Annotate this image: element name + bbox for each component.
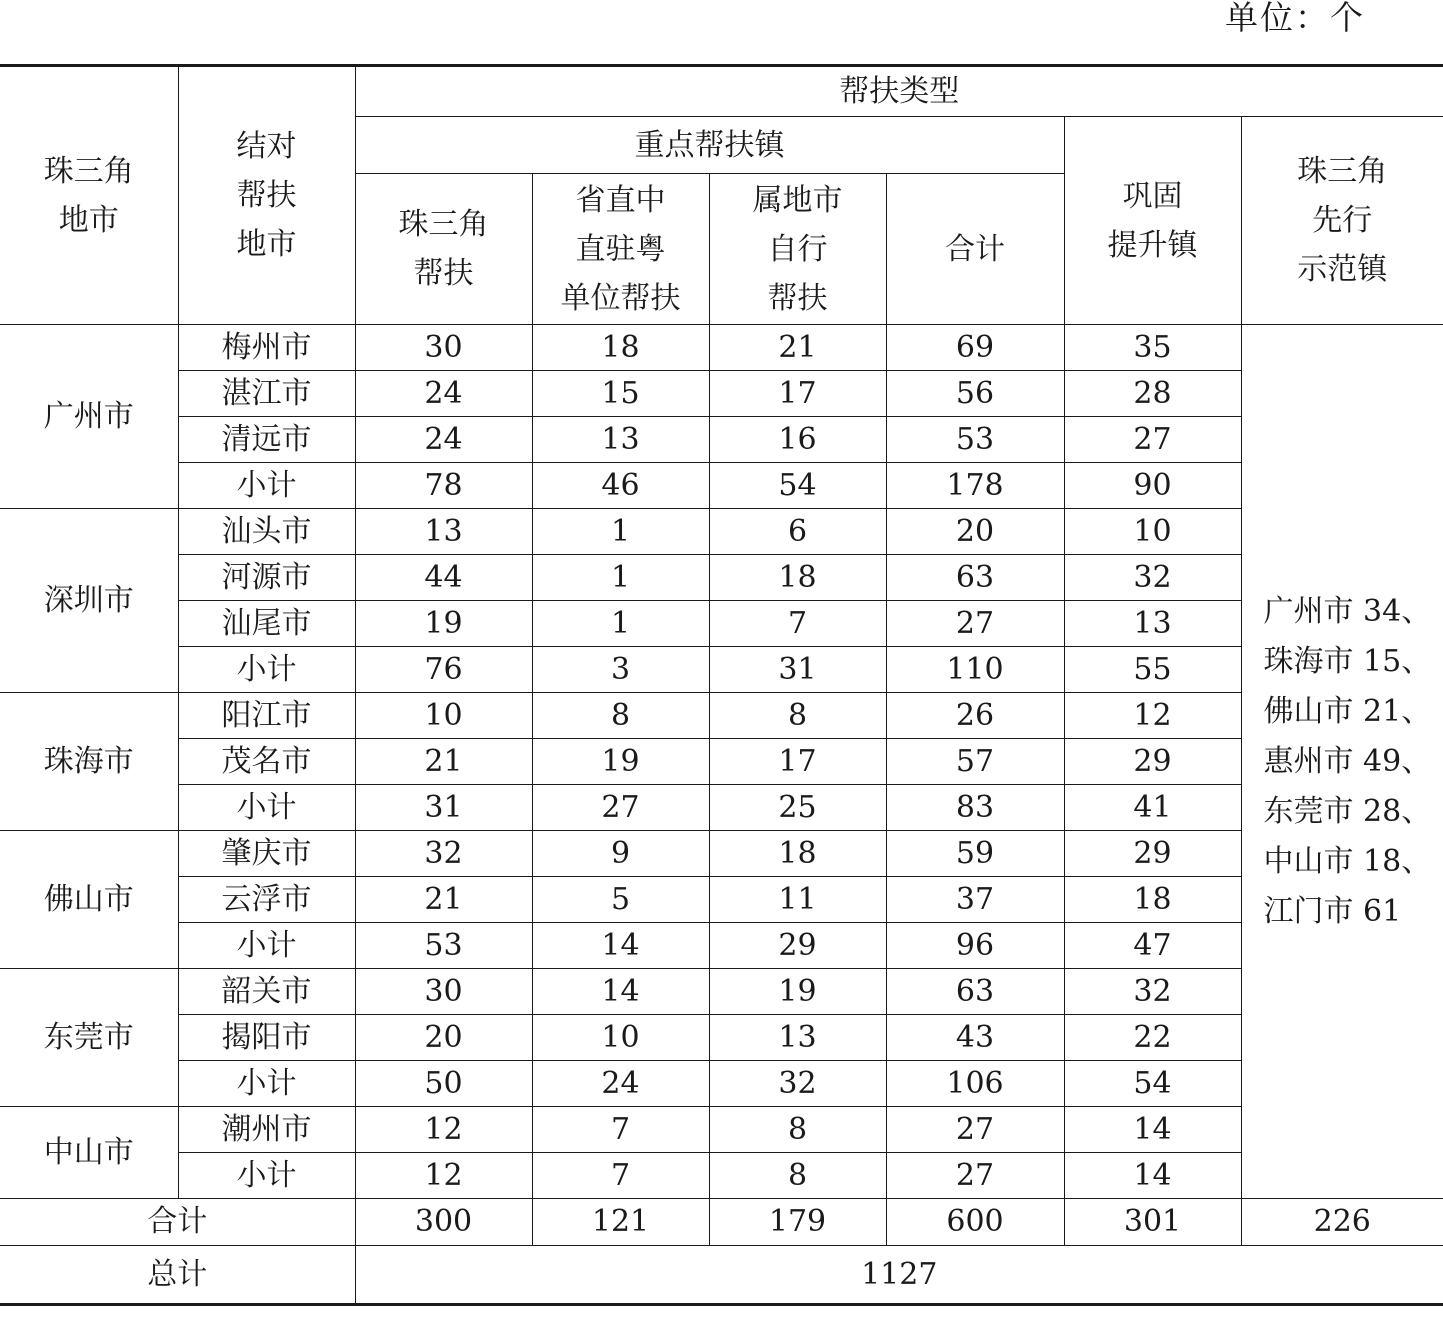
value-cell: 1: [532, 555, 709, 601]
value-cell: 63: [886, 969, 1064, 1015]
value-cell: 31: [709, 647, 886, 693]
header-assistance-type: 帮扶类型: [355, 66, 1443, 117]
table-row: [0, 509, 1443, 555]
header-prd-city-line1: 珠三角: [43, 153, 134, 189]
header-key-total: 合计: [886, 174, 1064, 325]
value-cell: 22: [1064, 1015, 1241, 1061]
value-cell: 26: [886, 693, 1064, 739]
table-row: [0, 555, 1443, 601]
paired-city-cell: 茂名市: [178, 739, 355, 785]
value-cell: 10: [355, 693, 532, 739]
pioneer-note-line: 惠州市 49、: [1263, 743, 1432, 779]
header-local-aid-line3: 帮扶: [767, 280, 828, 316]
value-cell: 32: [355, 831, 532, 877]
value-cell: 16: [709, 417, 886, 463]
value-cell: 8: [532, 693, 709, 739]
header-provincial-aid-line3: 单位帮扶: [560, 280, 681, 316]
value-cell: 54: [1064, 1061, 1241, 1107]
header-prd-aid-line2: 帮扶: [413, 256, 474, 291]
pioneer-note-line: 江门市 61: [1263, 893, 1402, 929]
value-cell: 25: [709, 785, 886, 831]
value-cell: 32: [1064, 969, 1241, 1015]
totals-row: [0, 1199, 1443, 1246]
value-cell: 110: [886, 647, 1064, 693]
table-row: [0, 739, 1443, 785]
value-cell: 7: [532, 1153, 709, 1199]
value-cell: 13: [532, 417, 709, 463]
total-value-cell: 121: [532, 1199, 709, 1246]
value-cell: 46: [532, 463, 709, 509]
value-cell: 47: [1064, 923, 1241, 969]
value-cell: 27: [886, 1107, 1064, 1153]
value-cell: 24: [355, 371, 532, 417]
value-cell: 14: [532, 923, 709, 969]
table-row: [0, 1015, 1443, 1061]
subtotal-label-cell: 小计: [178, 1061, 355, 1107]
value-cell: 56: [886, 371, 1064, 417]
prd-city-cell: 佛山市: [0, 831, 178, 969]
value-cell: 10: [1064, 509, 1241, 555]
value-cell: 14: [1064, 1153, 1241, 1199]
value-cell: 29: [709, 923, 886, 969]
value-cell: 50: [355, 1061, 532, 1107]
header-pioneer: [1241, 117, 1443, 325]
value-cell: 14: [1064, 1107, 1241, 1153]
table-row: [0, 785, 1443, 831]
value-cell: 27: [886, 1153, 1064, 1199]
value-cell: 8: [709, 1153, 886, 1199]
value-cell: 54: [709, 463, 886, 509]
paired-city-cell: 阳江市: [178, 693, 355, 739]
value-cell: 55: [1064, 647, 1241, 693]
paired-city-cell: 汕头市: [178, 509, 355, 555]
subtotal-label-cell: 小计: [178, 923, 355, 969]
grand-total-label: 总计: [0, 1246, 355, 1305]
grand-total-row: [0, 1246, 1443, 1305]
value-cell: 35: [1064, 325, 1241, 371]
paired-city-cell: 湛江市: [178, 371, 355, 417]
value-cell: 30: [355, 969, 532, 1015]
value-cell: 106: [886, 1061, 1064, 1107]
table-row: [0, 371, 1443, 417]
value-cell: 21: [355, 877, 532, 923]
header-paired-city-line1: 结对: [236, 129, 297, 164]
value-cell: 178: [886, 463, 1064, 509]
header-consolidate-line2: 提升镇: [1107, 227, 1198, 263]
value-cell: 90: [1064, 463, 1241, 509]
pioneer-towns-note: [1241, 325, 1443, 1199]
value-cell: 83: [886, 785, 1064, 831]
unit-label: 单位：个: [1225, 0, 1365, 37]
value-cell: 7: [709, 601, 886, 647]
value-cell: 20: [355, 1015, 532, 1061]
value-cell: 3: [532, 647, 709, 693]
pioneer-note-line: 珠海市 15、: [1263, 643, 1432, 679]
header-consolidate: [1064, 117, 1241, 325]
value-cell: 6: [709, 509, 886, 555]
table-row: [0, 325, 1443, 371]
value-cell: 30: [355, 325, 532, 371]
value-cell: 12: [355, 1153, 532, 1199]
value-cell: 29: [1064, 831, 1241, 877]
paired-city-cell: 揭阳市: [178, 1015, 355, 1061]
value-cell: 63: [886, 555, 1064, 601]
paired-city-cell: 汕尾市: [178, 601, 355, 647]
value-cell: 15: [532, 371, 709, 417]
value-cell: 76: [355, 647, 532, 693]
value-cell: 20: [886, 509, 1064, 555]
header-prd-aid: [355, 174, 532, 325]
header-paired-city-line2: 帮扶: [236, 178, 297, 213]
table-row: [0, 923, 1443, 969]
value-cell: 8: [709, 693, 886, 739]
table-row: [0, 969, 1443, 1015]
value-cell: 12: [355, 1107, 532, 1153]
value-cell: 27: [1064, 417, 1241, 463]
paired-city-cell: 云浮市: [178, 877, 355, 923]
subtotal-label-cell: 小计: [178, 647, 355, 693]
header-provincial-aid: [532, 174, 709, 325]
value-cell: 13: [709, 1015, 886, 1061]
total-value-cell: 179: [709, 1199, 886, 1246]
value-cell: 53: [886, 417, 1064, 463]
value-cell: 24: [355, 417, 532, 463]
value-cell: 19: [532, 739, 709, 785]
value-cell: 37: [886, 877, 1064, 923]
paired-city-cell: 韶关市: [178, 969, 355, 1015]
header-pioneer-line2: 先行: [1312, 203, 1373, 238]
value-cell: 13: [355, 509, 532, 555]
value-cell: 21: [709, 325, 886, 371]
value-cell: 24: [532, 1061, 709, 1107]
value-cell: 11: [709, 877, 886, 923]
subtotal-label-cell: 小计: [178, 463, 355, 509]
prd-city-cell: 深圳市: [0, 509, 178, 693]
value-cell: 1: [532, 601, 709, 647]
value-cell: 17: [709, 371, 886, 417]
total-value-cell: 301: [1064, 1199, 1241, 1246]
value-cell: 44: [355, 555, 532, 601]
table-row: [0, 1061, 1443, 1107]
header-local-aid-line2: 自行: [767, 231, 828, 267]
value-cell: 57: [886, 739, 1064, 785]
value-cell: 29: [1064, 739, 1241, 785]
value-cell: 53: [355, 923, 532, 969]
pioneer-note-line: 中山市 18、: [1263, 843, 1432, 879]
header-provincial-aid-line2: 直驻粤: [575, 231, 666, 267]
value-cell: 96: [886, 923, 1064, 969]
value-cell: 32: [709, 1061, 886, 1107]
prd-city-cell: 广州市: [0, 325, 178, 509]
table-row: [0, 1153, 1443, 1199]
value-cell: 17: [709, 739, 886, 785]
total-value-cell: 226: [1241, 1199, 1443, 1246]
value-cell: 43: [886, 1015, 1064, 1061]
subtotal-label-cell: 小计: [178, 785, 355, 831]
table-row: [0, 647, 1443, 693]
value-cell: 18: [532, 325, 709, 371]
value-cell: 32: [1064, 555, 1241, 601]
pioneer-note-line: 广州市 34、: [1263, 593, 1432, 629]
value-cell: 41: [1064, 785, 1241, 831]
value-cell: 5: [532, 877, 709, 923]
header-prd-aid-line1: 珠三角: [398, 207, 489, 242]
table-row: [0, 831, 1443, 877]
header-prd-city: [0, 66, 178, 325]
subtotal-label-cell: 小计: [178, 1153, 355, 1199]
prd-city-cell: 东莞市: [0, 969, 178, 1107]
value-cell: 28: [1064, 371, 1241, 417]
table-row: [0, 463, 1443, 509]
header-provincial-aid-line1: 省直中: [575, 182, 666, 218]
header-paired-city: [178, 66, 355, 325]
paired-city-cell: 清远市: [178, 417, 355, 463]
value-cell: 27: [886, 601, 1064, 647]
value-cell: 19: [709, 969, 886, 1015]
value-cell: 9: [532, 831, 709, 877]
paired-city-cell: 梅州市: [178, 325, 355, 371]
header-local-aid: [709, 174, 886, 325]
value-cell: 69: [886, 325, 1064, 371]
value-cell: 7: [532, 1107, 709, 1153]
value-cell: 78: [355, 463, 532, 509]
value-cell: 13: [1064, 601, 1241, 647]
value-cell: 18: [709, 555, 886, 601]
header-consolidate-line1: 巩固: [1122, 178, 1183, 214]
pioneer-note-line: 佛山市 21、: [1263, 693, 1432, 729]
table-row: [0, 601, 1443, 647]
total-value-cell: 300: [355, 1199, 532, 1246]
value-cell: 31: [355, 785, 532, 831]
value-cell: 18: [709, 831, 886, 877]
table-row: [0, 417, 1443, 463]
paired-city-cell: 潮州市: [178, 1107, 355, 1153]
grand-total-value: 1127: [355, 1246, 1443, 1305]
value-cell: 59: [886, 831, 1064, 877]
assistance-table: [0, 64, 1443, 1306]
value-cell: 14: [532, 969, 709, 1015]
total-value-cell: 600: [886, 1199, 1064, 1246]
header-key-towns: 重点帮扶镇: [355, 117, 1064, 174]
pioneer-note-line: 东莞市 28、: [1263, 793, 1432, 829]
prd-city-cell: 中山市: [0, 1107, 178, 1199]
header-pioneer-line1: 珠三角: [1297, 154, 1388, 189]
value-cell: 18: [1064, 877, 1241, 923]
header-prd-city-line2: 地市: [58, 202, 119, 238]
value-cell: 12: [1064, 693, 1241, 739]
table-row: [0, 693, 1443, 739]
value-cell: 27: [532, 785, 709, 831]
value-cell: 1: [532, 509, 709, 555]
value-cell: 10: [532, 1015, 709, 1061]
value-cell: 21: [355, 739, 532, 785]
header-pioneer-line3: 示范镇: [1297, 252, 1388, 287]
value-cell: 19: [355, 601, 532, 647]
paired-city-cell: 河源市: [178, 555, 355, 601]
paired-city-cell: 肇庆市: [178, 831, 355, 877]
table-row: [0, 877, 1443, 923]
header-paired-city-line3: 地市: [236, 227, 297, 262]
value-cell: 8: [709, 1107, 886, 1153]
header-local-aid-line1: 属地市: [752, 182, 843, 218]
totals-label: 合计: [0, 1199, 355, 1246]
prd-city-cell: 珠海市: [0, 693, 178, 831]
table-row: [0, 1107, 1443, 1153]
